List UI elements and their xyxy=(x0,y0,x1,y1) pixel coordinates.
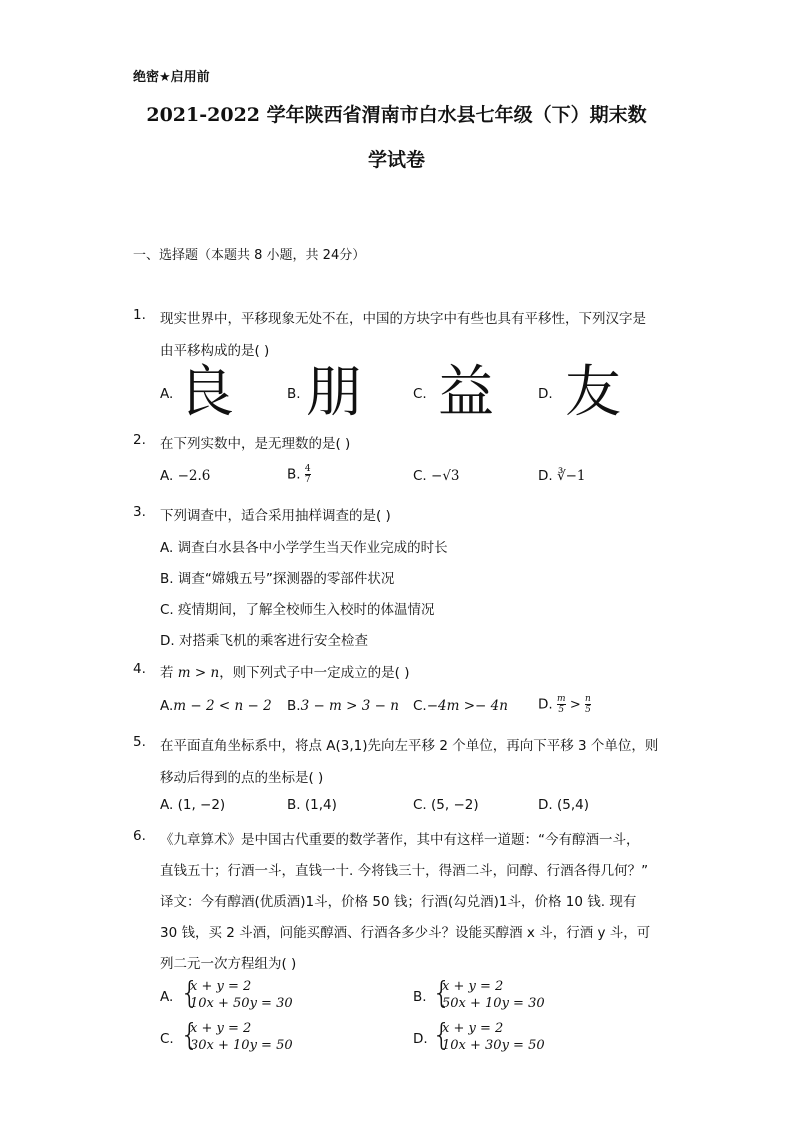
fraction-numerator: n xyxy=(585,694,591,704)
option-c xyxy=(413,468,460,484)
question-stem-line1: 在平面直角坐标系中，将点 A(3,1)先向左平移 2 个单位，再向下平移 3 个单位，则 xyxy=(160,738,659,754)
equation-2: 10x + 30y = 50 xyxy=(442,1038,545,1053)
option-a-system xyxy=(180,978,310,1014)
question-stem: 下列调查中，适合采用抽样调查的是( ) xyxy=(160,508,391,524)
option-b-character: 朋 xyxy=(306,360,362,425)
fraction-denominator: 5 xyxy=(585,705,591,715)
option-b-label: B. xyxy=(413,989,427,1005)
question-stem-line3: 译文：今有醇酒(优质酒)1斗，价格 50 钱；行酒(勾兑酒)1斗，价格 10 钱. 现有 xyxy=(160,894,637,910)
option-a-character: 良 xyxy=(178,360,234,425)
fraction xyxy=(305,464,311,485)
option-a xyxy=(160,797,225,813)
option-c-system xyxy=(180,1020,310,1056)
question-number: 5. xyxy=(133,734,146,750)
option-a-label: A. xyxy=(160,989,174,1005)
fraction-denominator: 7 xyxy=(304,475,311,485)
question-stem-line1: 《九章算术》是中国古代重要的数学著作，其中有这样一道题：“今有醇酒一斗， xyxy=(160,832,640,848)
question-number: 3. xyxy=(133,504,146,520)
option-c: C. 疫情期间，了解全校师生入校时的体温情况 xyxy=(160,602,435,618)
stem-condition: m > n xyxy=(177,665,220,681)
option-d xyxy=(538,797,589,813)
fraction-right xyxy=(585,694,591,715)
option-value: (5,4) xyxy=(556,797,589,813)
option-b: B. 调查“嫦娥五号”探测器的零部件状况 xyxy=(160,571,395,587)
option-c-character: 益 xyxy=(438,360,494,425)
fraction-denominator: 5 xyxy=(558,705,565,715)
option-d-character: 友 xyxy=(565,360,621,425)
option-c xyxy=(413,797,479,813)
option-value: (1, −2) xyxy=(177,797,226,813)
question-stem-line2: 直钱五十；行酒一斗，直钱一十. 今将钱三十，得酒二斗，问醇、行酒各得几何？” xyxy=(160,863,649,879)
option-d-system xyxy=(432,1020,562,1056)
option-c xyxy=(413,698,508,714)
exam-title-line1: 2021-2022 学年陕西省渭南市白水县七年级（下）期末数 xyxy=(146,104,647,126)
option-d xyxy=(538,468,586,484)
option-a xyxy=(160,468,210,484)
question-stem: 在下列实数中，是无理数的是( ) xyxy=(160,436,351,452)
equation-1: x + y = 2 xyxy=(442,979,504,994)
left-brace: { xyxy=(432,976,452,1011)
option-b xyxy=(287,464,311,485)
option-label: D. xyxy=(538,797,553,813)
option-b-label: B. xyxy=(287,386,301,402)
stem-suffix: ，则下列式子中一定成立的是( ) xyxy=(219,665,410,681)
question-stem-line2: 移动后得到的点的坐标是( ) xyxy=(160,770,324,786)
question-stem-line5: 列二元一次方程组为( ) xyxy=(160,956,297,972)
option-a xyxy=(160,698,272,714)
option-label: D. xyxy=(538,696,553,713)
equation-2: 10x + 50y = 30 xyxy=(190,996,293,1011)
option-a-label: A. xyxy=(160,386,174,402)
equation-1: x + y = 2 xyxy=(190,979,252,994)
option-label: C. xyxy=(413,698,427,714)
question-stem-line2: 由平移构成的是( ) xyxy=(160,343,270,359)
section-heading: 一、选择题（本题共 8 小题，共 24分） xyxy=(133,248,366,263)
option-label: D. xyxy=(538,468,553,484)
option-value: m − 2 < n − 2 xyxy=(173,698,272,714)
question-stem xyxy=(160,661,410,681)
question-number: 4. xyxy=(133,661,146,677)
option-c-label: C. xyxy=(413,386,427,402)
option-label: A. xyxy=(160,698,174,714)
option-d-label: D. xyxy=(413,1031,428,1047)
option-label: A. xyxy=(160,468,174,484)
left-brace: { xyxy=(180,1018,200,1053)
question-stem-line4: 30 钱，买 2 斗酒，问能买醇酒、行酒各多少斗？设能买醇酒 x 斗，行酒 y 斗，可 xyxy=(160,925,651,941)
option-b xyxy=(287,698,399,714)
option-label: B. xyxy=(287,797,301,813)
question-number: 6. xyxy=(133,828,146,844)
stem-prefix: 若 xyxy=(160,665,178,681)
option-label: B. xyxy=(287,698,301,714)
option-value: −√3 xyxy=(431,468,460,484)
confidential-mark: 绝密★启用前 xyxy=(133,70,210,85)
option-d xyxy=(538,694,591,715)
option-a: A. 调查白水县各中小学学生当天作业完成的时长 xyxy=(160,540,448,556)
option-label: C. xyxy=(413,468,427,484)
option-label: C. xyxy=(413,797,427,813)
question-number: 2. xyxy=(133,432,146,448)
left-brace: { xyxy=(432,1018,452,1053)
question-number: 1. xyxy=(133,307,146,323)
option-value: (5, −2) xyxy=(431,797,479,813)
relation-symbol: > xyxy=(569,697,581,713)
option-value: −2.6 xyxy=(177,468,211,484)
option-c-label: C. xyxy=(160,1031,174,1047)
fraction-numerator: 4 xyxy=(304,464,311,474)
equation-1: x + y = 2 xyxy=(442,1021,504,1036)
exam-title-line2: 学试卷 xyxy=(367,149,425,171)
option-b xyxy=(287,797,337,813)
option-d: D. 对搭乘飞机的乘客进行安全检查 xyxy=(160,633,368,649)
option-value: ∛−1 xyxy=(556,468,586,484)
equation-1: x + y = 2 xyxy=(190,1021,252,1036)
fraction-left xyxy=(557,694,566,715)
option-label: A. xyxy=(160,797,174,813)
question-stem-line1: 现实世界中，平移现象无处不在，中国的方块字中有些也具有平移性，下列汉字是 xyxy=(160,311,646,327)
option-value: 3 − m > 3 − n xyxy=(300,698,399,714)
left-brace: { xyxy=(180,976,200,1011)
equation-2: 30x + 10y = 50 xyxy=(190,1038,293,1053)
option-b-system xyxy=(432,978,562,1014)
option-value: (1,4) xyxy=(304,797,337,813)
option-d-label: D. xyxy=(538,386,553,402)
option-label: B. xyxy=(287,466,301,483)
equation-2: 50x + 10y = 30 xyxy=(442,996,545,1011)
option-value: −4m >− 4n xyxy=(426,698,508,714)
fraction-numerator: m xyxy=(556,694,566,704)
